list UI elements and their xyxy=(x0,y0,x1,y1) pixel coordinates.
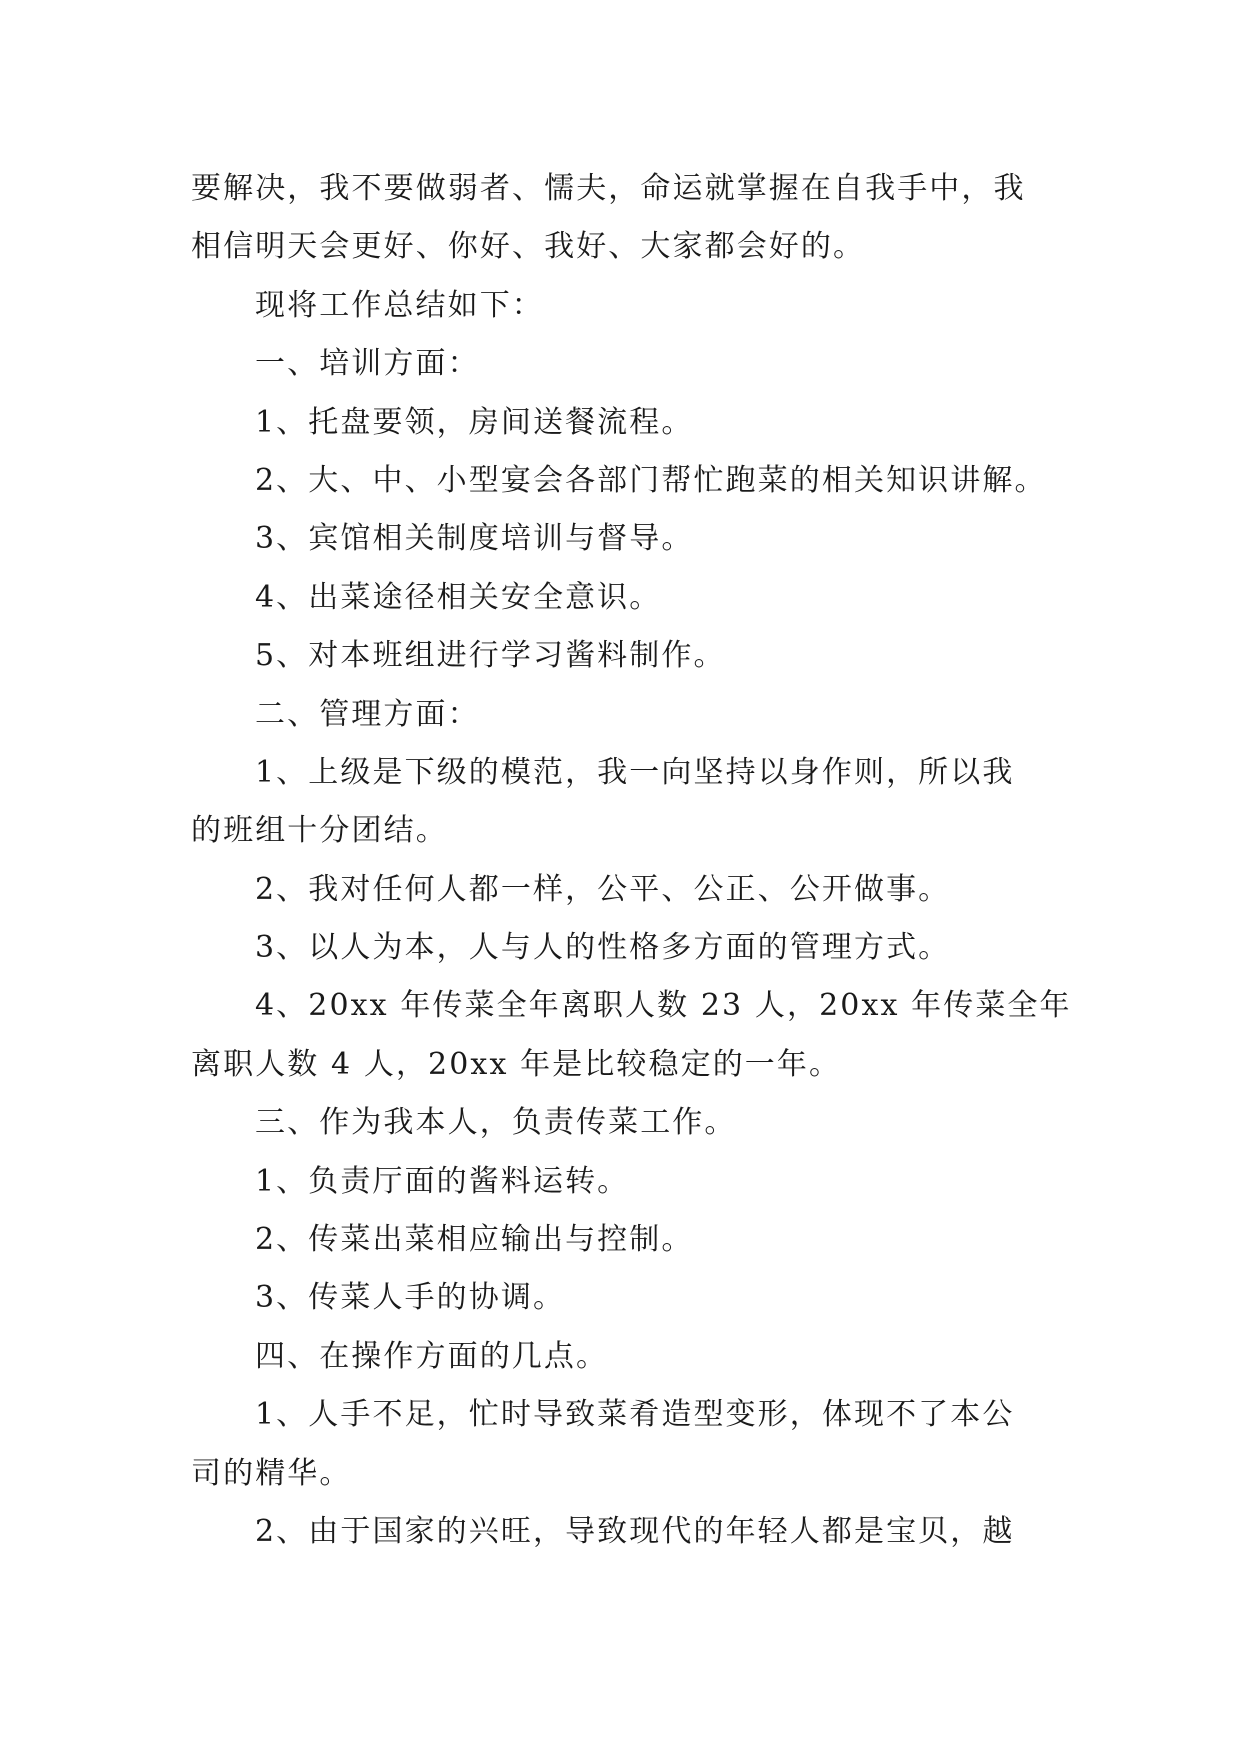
list-item: 3、以人为本，人与人的性格多方面的管理方式。 xyxy=(255,930,951,966)
text-line: 现将工作总结如下： xyxy=(255,287,544,323)
text-line: 的班组十分团结。 xyxy=(191,813,448,849)
list-item: 2、我对任何人都一样，公平、公正、公开做事。 xyxy=(255,871,951,907)
document-body xyxy=(191,160,1071,1561)
text-line: 离职人数 4 人，20xx 年是比较稳定的一年。 xyxy=(191,1046,842,1082)
section-heading: 三、作为我本人，负责传菜工作。 xyxy=(255,1105,737,1141)
list-item: 1、托盘要领，房间送餐流程。 xyxy=(255,404,694,440)
section-heading: 二、管理方面： xyxy=(255,696,480,732)
list-item: 2、由于国家的兴旺，导致现代的年轻人都是宝贝，越 xyxy=(255,1513,1015,1549)
list-item: 3、宾馆相关制度培训与督导。 xyxy=(255,521,694,557)
list-item: 1、负责厅面的酱料运转。 xyxy=(255,1163,630,1199)
list-item: 4、出菜途径相关安全意识。 xyxy=(255,579,662,615)
text-line: 相信明天会更好、你好、我好、大家都会好的。 xyxy=(191,229,866,265)
list-item: 2、传菜出菜相应输出与控制。 xyxy=(255,1222,694,1258)
list-item: 3、传菜人手的协调。 xyxy=(255,1280,566,1316)
list-item: 2、大、中、小型宴会各部门帮忙跑菜的相关知识讲解。 xyxy=(255,462,1047,498)
section-heading: 四、在操作方面的几点。 xyxy=(255,1338,609,1374)
text-line: 司的精华。 xyxy=(191,1455,352,1491)
list-item: 4、20xx 年传菜全年离职人数 23 人，20xx 年传菜全年 xyxy=(255,988,1072,1024)
text-line: 要解决，我不要做弱者、懦夫，命运就掌握在自我手中，我 xyxy=(191,171,1026,206)
list-item: 1、人手不足，忙时导致菜肴造型变形，体现不了本公 xyxy=(255,1397,1015,1433)
list-item: 1、上级是下级的模范，我一向坚持以身作则，所以我 xyxy=(255,754,1015,790)
section-heading: 一、培训方面： xyxy=(255,346,480,382)
list-item: 5、对本班组进行学习酱料制作。 xyxy=(255,638,726,674)
